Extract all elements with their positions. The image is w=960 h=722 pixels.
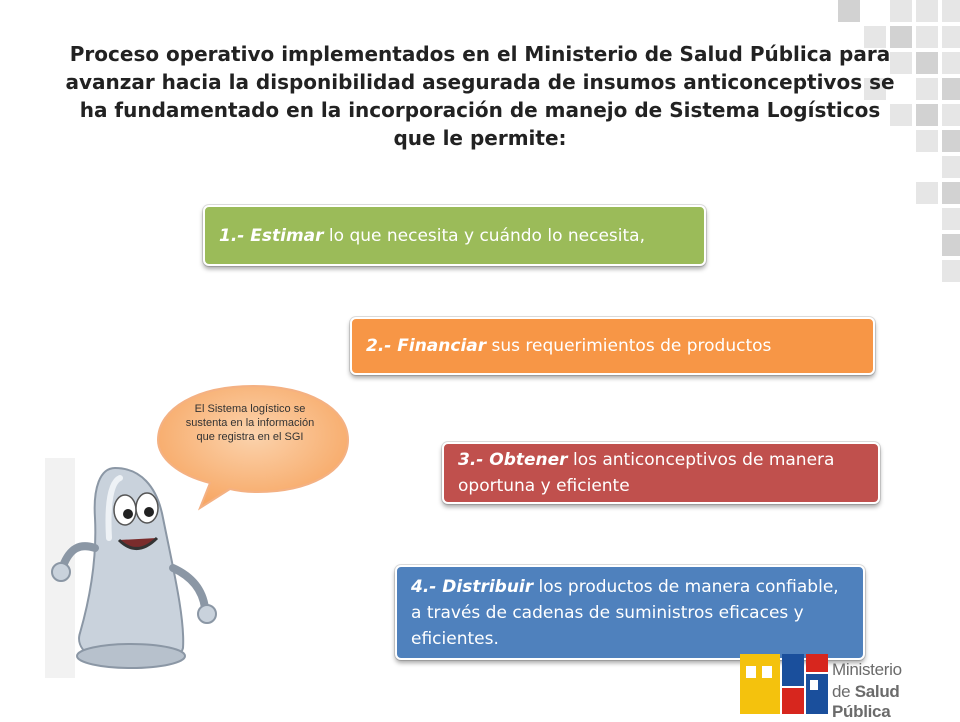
ministry-logo [740,648,960,720]
step-financiar-box [350,317,875,375]
step-text [458,447,864,499]
slide-title: Proceso operativo implementados en el Ministerio de Salud Pública para avanzar hacia la disponibilidad asegurada de insumos anticonceptivos se ha fundamentado en la incorporación de manejo de Sistema Logísticos que le permite: [65,42,895,150]
step-emphasis: 4.- Distribuir [411,576,534,597]
bubble-text: El Sistema logístico se sustenta en la información que registra en el SGI [185,403,315,443]
logo-line-2 [832,682,960,722]
step-emphasis: 1.- Estimar [219,225,324,246]
logo-line-1: Ministerio [832,660,902,679]
logo-line-2-bold: Salud Pública [832,682,900,721]
step-estimar-box [203,205,706,266]
step-text [411,574,849,652]
step-text [219,223,645,249]
ministry-logo-mark [740,648,832,720]
step-rest: sus requerimientos de productos [486,336,772,356]
step-rest: lo que necesita y cuándo lo necesita, [323,225,645,246]
step-obtener-box [442,442,880,504]
step-rest: los productos de manera confiable, a través de cadenas de suministros eficaces y eficientes. [411,576,839,649]
step-rest: los anticonceptivos de manera oportuna y eficiente [458,450,835,496]
condom-mascot-image [45,448,245,678]
step-distribuir-box [395,565,865,660]
logo-line-2-prefix: de [832,682,855,701]
step-text [366,333,771,359]
step-emphasis: 3.- Obtener [458,450,568,470]
step-emphasis: 2.- Financiar [366,336,487,356]
